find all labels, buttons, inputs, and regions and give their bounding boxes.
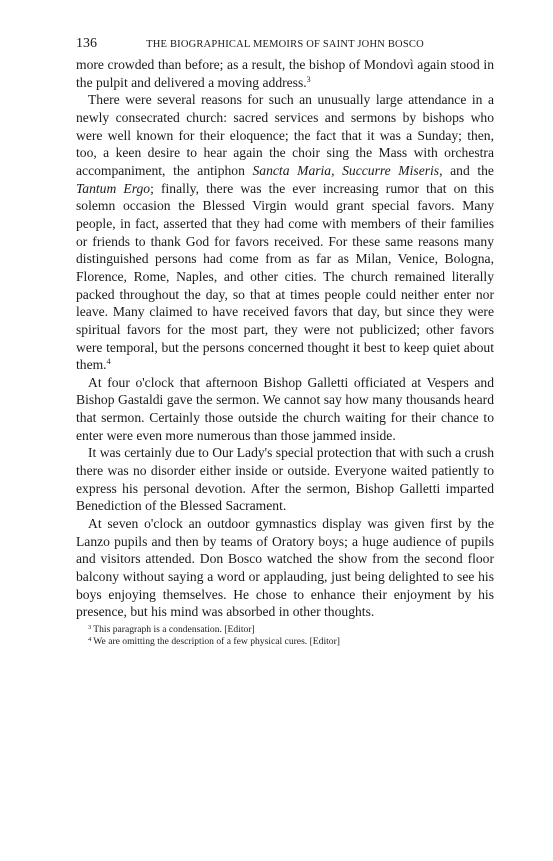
footnote-text: This paragraph is a condensation. [Editor] [93, 624, 255, 635]
italic-hymn: Tantum Ergo [76, 180, 151, 196]
italic-antiphon: Sancta Maria, Succurre Miseris [252, 162, 440, 178]
paragraph-text: There were several reasons for such an unusually large attendance in a newly consecrated church: sacred services and sermons by bishops who were well known for their eloquence; the fact that it was a Sunday; then, too, a keen desire to hear again the choir sing the Mass with orchestra accompaniment, the antiphon [76, 92, 494, 178]
footnote-mark: 3 [88, 624, 92, 631]
paragraph-text: , and the [439, 162, 494, 178]
footnote-mark: 4 [88, 636, 92, 643]
footnotes [76, 624, 494, 648]
footnote [88, 636, 494, 648]
running-title: THE BIOGRAPHICAL MEMOIRS OF SAINT JOHN BOSCO [146, 39, 424, 50]
paragraph-text: ; finally, there was the ever increasing rumor that on this solemn occasion the Blessed Virgin would grant special favors. Many people, in fact, asserted that they had come with members of their families or friends to thank God for favors received. For these same reasons many distinguished persons had come from as far as Milan, Venice, Bologna, Florence, Rome, Naples, and other cities. The church remained literally packed throughout the day, so that at times people could neither enter nor leave. Many claimed to have received favors that day, but since they were spiritual favors for the most part, they were not publicized; other favors were temporal, but the persons concerned thought it best to keep quiet about them. [76, 180, 494, 373]
paragraph: At four o'clock that afternoon Bishop Galletti officiated at Vespers and Bishop Gastaldi gave the sermon. We cannot say how many thousands heard that sermon. Certainly those outside the church waiting for their chance to enter were even more numerous than those jammed inside. [76, 374, 494, 443]
paragraph-text: more crowded than before; as a result, the bishop of Mondovì again stood in the pulpit and delivered a moving address. [76, 57, 494, 90]
footnote-reference: 4 [106, 357, 111, 367]
footnote [88, 624, 494, 636]
paragraph [76, 91, 494, 374]
footnote-text: We are omitting the description of a few physical cures. [Editor] [93, 636, 340, 647]
page [76, 36, 494, 648]
paragraph: At seven o'clock an outdoor gymnastics display was given first by the Lanzo pupils and then by teams of Oratory boys; a huge audience of pupils and visitors attended. Don Bosco watched the show from the second floor balcony without saying a word or applauding, just being delighted to see his boys enjoying themselves. He chose to enhance their enjoyment by his presence, but his mind was absorbed in other thoughts. [76, 516, 494, 620]
running-head [76, 36, 494, 52]
paragraph [76, 56, 494, 91]
footnote-reference: 3 [306, 74, 311, 84]
page-number: 136 [76, 36, 97, 51]
body-text [76, 56, 494, 621]
paragraph: It was certainly due to Our Lady's special protection that with such a crush there was no disorder either inside or outside. Everyone waited patiently to express his personal devotion. After the sermon, Bishop Galletti imparted Benediction of the Blessed Sacrament. [76, 445, 494, 514]
